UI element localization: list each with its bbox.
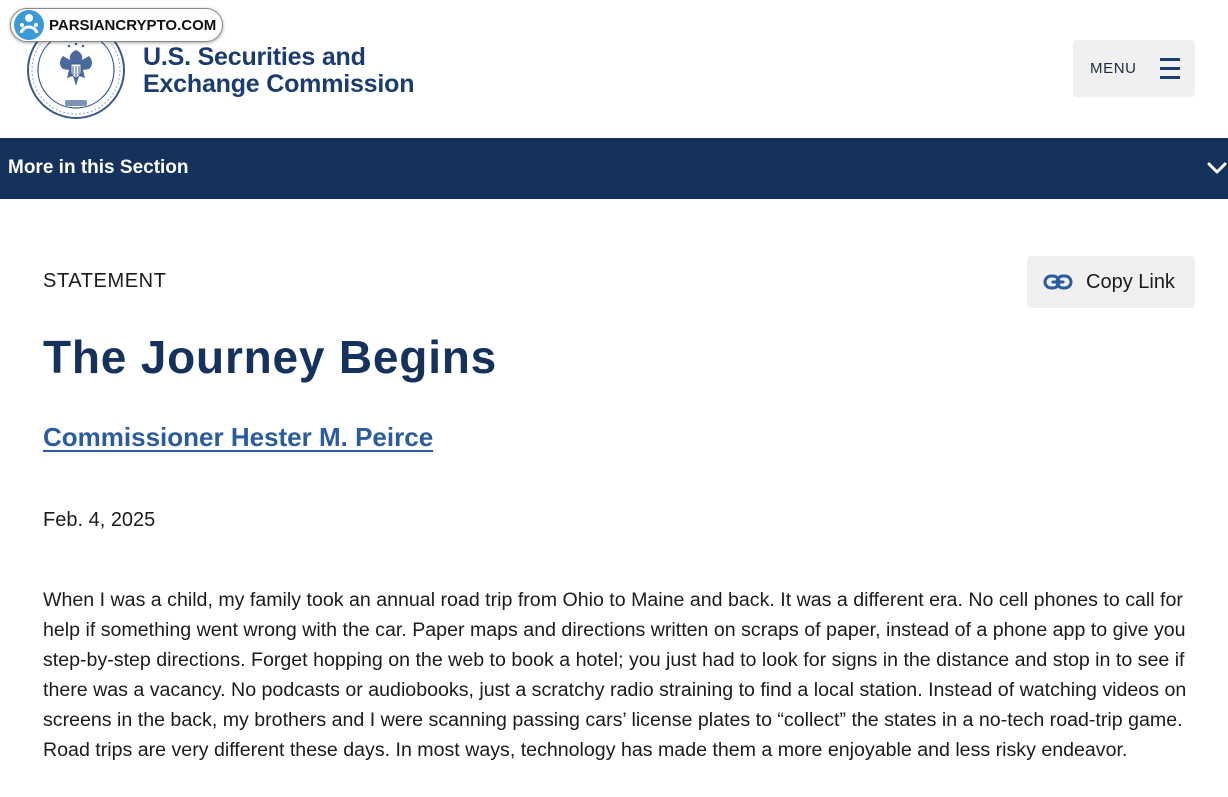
site-header [0,0,1228,138]
agency-name[interactable] [143,44,414,98]
watermark-badge [10,8,223,42]
more-in-section-toggle[interactable] [0,138,1228,199]
copy-link-label: Copy Link [1086,270,1175,293]
agency-name-line1: U.S. Securities and [143,43,366,71]
menu-button-label: MENU [1090,60,1137,77]
agency-name-line2: Exchange Commission [143,70,415,98]
author-link[interactable]: Commissioner Hester M. Peirce [43,422,434,452]
menu-button[interactable] [1073,40,1195,97]
watermark-text: PARSIANCRYPTO.COM [49,16,217,34]
copy-link-button[interactable] [1027,256,1195,308]
link-icon [1043,272,1073,292]
more-in-section-label: More in this Section [8,157,189,178]
chevron-down-icon [1206,158,1228,178]
watermark-logo-icon [13,9,45,41]
page-title: The Journey Begins [43,331,498,383]
hamburger-icon [1160,58,1180,80]
content-type-label: STATEMENT [43,270,167,292]
article-paragraph: When I was a child, my family took an annual road trip from Ohio to Maine and back. It was a different era. No cell phones to call for help if something went wrong with the car. Paper maps and directions written on scraps of paper, instead of a phone app to give you step-by-step directions. Forget hopping on the web to book a hotel; you just had to look for signs in the distance and stop in to see if there was a vacancy. No podcasts or audiobooks, just a scratchy radio straining to find a local station. Instead of watching videos on screens in the back, my brothers and I were scanning passing cars’ license plates to “collect” the states in a no-tech road-trip game. Road trips are very different these days. In most ways, technology has made them a more enjoyable and less risky endeavor. [43,589,1187,761]
publish-date: Feb. 4, 2025 [43,509,156,531]
